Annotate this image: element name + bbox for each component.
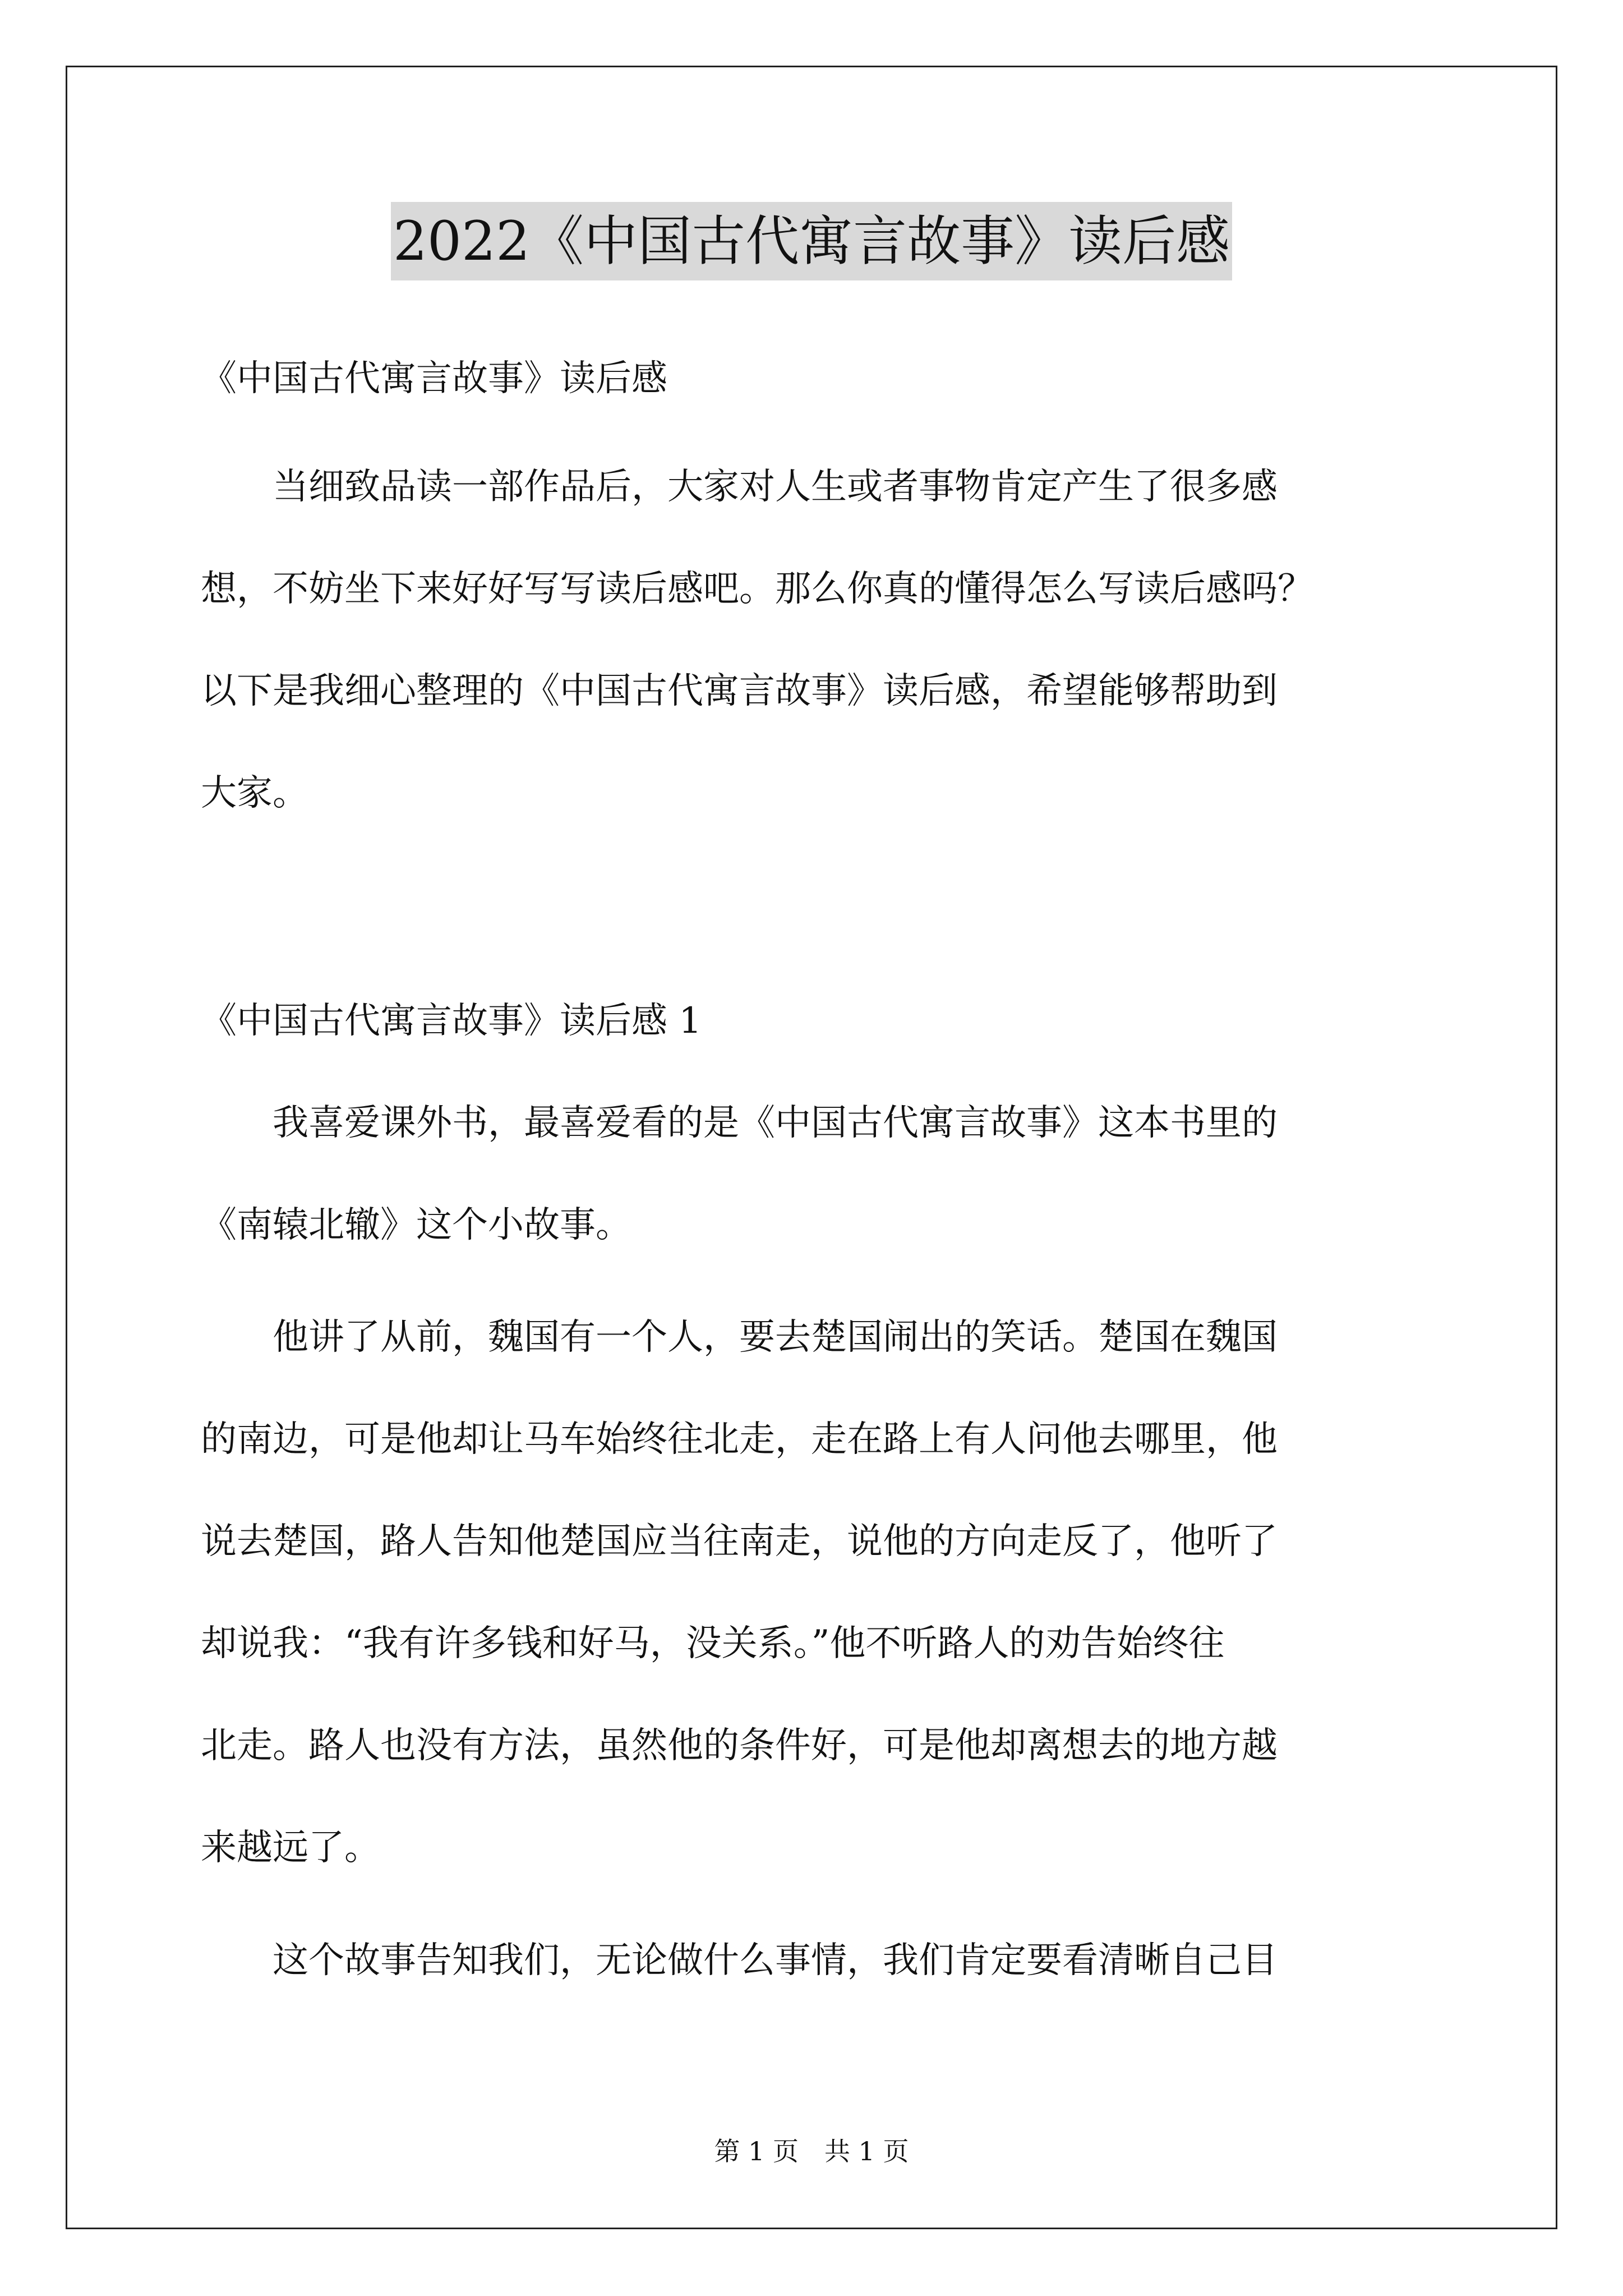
section-line-7: 北走。路人也没有方法，虽然他的条件好，可是他却离想去的地方越 [201,1725,1278,1766]
intro-line-2: 想，不妨坐下来好好写写读后感吧。那么你真的懂得怎么写读后感吗？ [201,568,1313,610]
page-footer: 第 1 页 共 1 页 [714,2136,909,2166]
section-line-1: 我喜爱课外书，最喜爱看的是《中国古代寓言故事》这本书里的 [201,1102,1278,1144]
document-title: 2022《中国古代寓言故事》读后感 [391,202,1232,280]
section-line-3: 他讲了从前，魏国有一个人，要去楚国闹出的笑话。楚国在魏国 [201,1317,1278,1358]
intro-line-1: 当细致品读一部作品后，大家对人生或者事物肯定产生了很多感 [201,466,1278,508]
section-line-4: 的南边，可是他却让马车始终往北走，走在路上有人问他去哪里，他 [201,1419,1278,1460]
intro-line-4: 大家。 [201,772,308,814]
section-line-2: 《南辕北辙》这个小故事。 [201,1204,631,1246]
section-heading: 《中国古代寓言故事》读后感 1 [201,1000,702,1042]
section-line-9: 这个故事告知我们，无论做什么事情，我们肯定要看清晰自己目 [201,1940,1278,1981]
intro-line-3: 以下是我细心整理的《中国古代寓言故事》读后感，希望能够帮助到 [201,670,1278,712]
section-line-8: 来越远了。 [201,1827,380,1869]
intro-heading: 《中国古代寓言故事》读后感 [201,358,667,399]
section-line-6: 却说我：“我有许多钱和好马，没关系。”他不听路人的劝告始终往 [201,1623,1225,1664]
section-line-5: 说去楚国，路人告知他楚国应当往南走，说他的方向走反了，他听了 [201,1521,1278,1562]
title-container [0,202,1623,280]
